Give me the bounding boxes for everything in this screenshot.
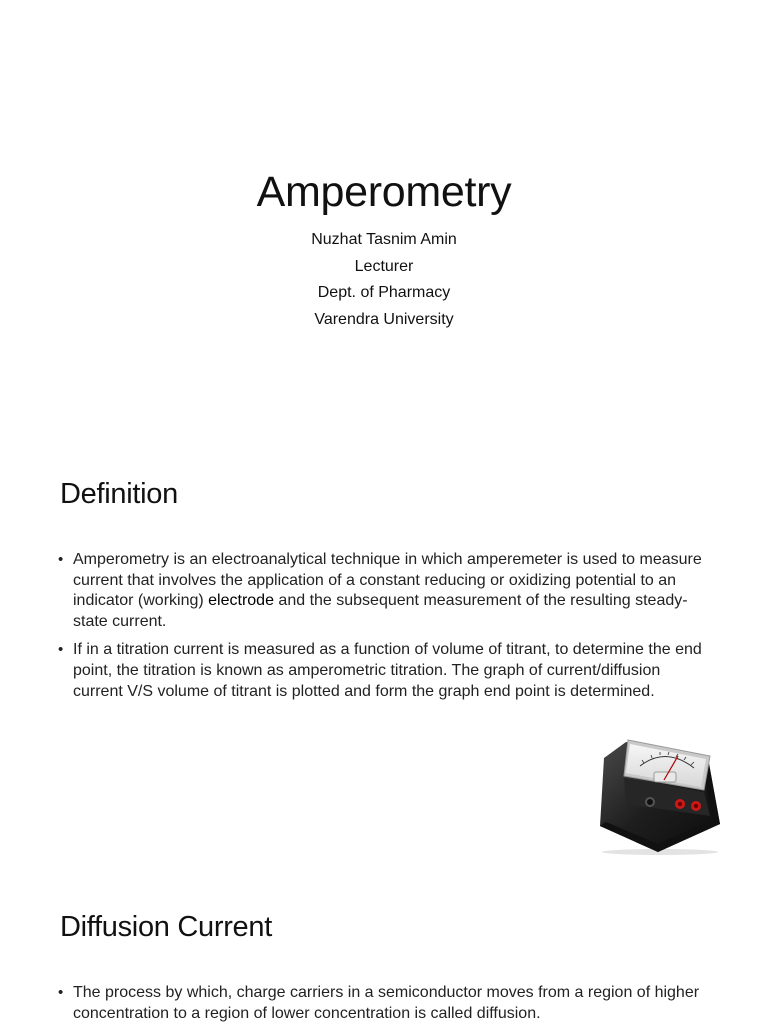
ammeter-icon: [596, 732, 724, 856]
author-name: Nuzhat Tasnim Amin: [311, 231, 457, 248]
bullet-text: If in a titration current is measured as a function of volume of titrant, to determine the end point, the titration is known as amperometric titration. The graph of current/diffusion current V/S volume of titrant is plotted and form the graph end point is determined.: [73, 641, 702, 700]
presentation-title: Amperometry: [256, 168, 512, 216]
diffusion-current-slide: [0, 864, 768, 1024]
bullet-item: [58, 550, 708, 632]
author-position: Lecturer: [354, 257, 414, 275]
bullet-text: The process by which, charge carriers in a semiconductor moves from a region of higher concentration to a region of lower concentration is called diffusion.: [73, 984, 700, 1022]
bullet-item: [58, 640, 708, 702]
electrode-term: electrode: [208, 592, 274, 610]
diffusion-bullet-list: [58, 983, 708, 1032]
bullet-text: and the subsequent measurement of the resulting steady-state current.: [73, 592, 688, 630]
bullet-item: [58, 983, 708, 1024]
title-slide: [0, 0, 768, 432]
definition-slide: [0, 432, 768, 864]
bullet-text: Amperometry is an electroanalytical technique in which amperemeter is used to measure current that involves the application of a constant reducing or oxidizing potential to an indicator (working): [73, 551, 702, 610]
author-block: [0, 227, 768, 333]
slide-heading-definition: Definition: [60, 478, 178, 510]
definition-bullet-list: [58, 550, 708, 710]
author-department: Dept. of Pharmacy: [317, 284, 451, 301]
slide-heading-diffusion-current: Diffusion Current: [60, 911, 272, 943]
author-university: Varendra University: [314, 310, 454, 328]
